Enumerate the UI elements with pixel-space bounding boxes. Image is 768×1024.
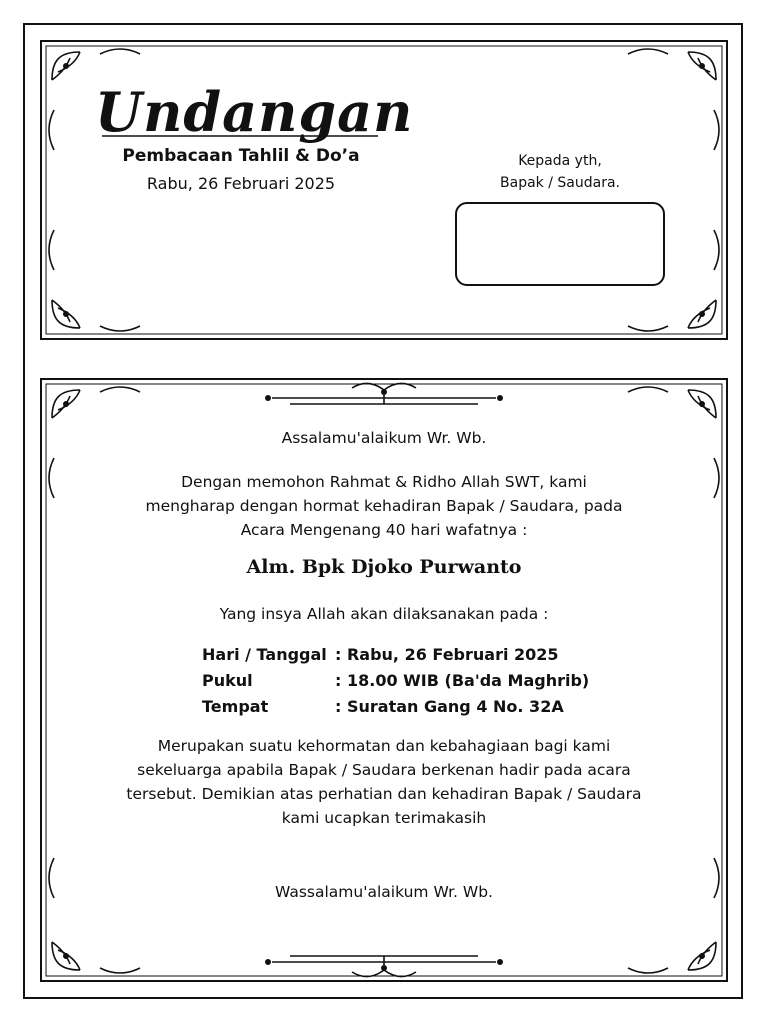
detail-label: Hari / Tanggal — [202, 645, 327, 664]
event-subtitle: Pembacaan Tahlil & Do’a — [122, 146, 360, 166]
intro-line-1: Dengan memohon Rahmat & Ridho Allah SWT, kami — [181, 473, 587, 491]
closing-line-2: sekeluarga apabila Bapak / Saudara berkenan hadir pada acara — [137, 761, 631, 779]
detail-row-time — [202, 668, 589, 694]
detail-row-place — [202, 694, 564, 720]
detail-value: : Suratan Gang 4 No. 32A — [335, 697, 564, 716]
recipient-heading — [470, 150, 650, 194]
recipient-line-2: Bapak / Saudara. — [500, 175, 620, 191]
title-underline — [100, 132, 380, 140]
closing-paragraph — [100, 734, 668, 830]
schedule-intro: Yang insya Allah akan dilaksanakan pada : — [219, 605, 549, 623]
detail-value: : 18.00 WIB (Ba'da Maghrib) — [335, 671, 590, 690]
greeting: Assalamu'alaikum Wr. Wb. — [281, 429, 487, 447]
closing-line-3: tersebut. Demikian atas perhatian dan kehadiran Bapak / Saudara — [126, 785, 642, 803]
detail-label: Pukul — [202, 671, 253, 690]
detail-label: Tempat — [202, 697, 269, 716]
intro-paragraph — [100, 470, 668, 542]
intro-line-3: Acara Mengenang 40 hari wafatnya : — [240, 521, 528, 539]
detail-value: : Rabu, 26 Februari 2025 — [335, 645, 559, 664]
intro-line-2: mengharap dengan hormat kehadiran Bapak / Saudara, pada — [145, 497, 623, 515]
recipient-address-box — [455, 202, 665, 286]
deceased-name: Alm. Bpk Djoko Purwanto — [246, 556, 522, 578]
closing-line-4: kami ucapkan terimakasih — [281, 809, 487, 827]
invitation-title: Undangan — [95, 80, 414, 144]
closing-line-1: Merupakan suatu kehormatan dan kebahagiaan bagi kami — [157, 737, 611, 755]
detail-row-date — [202, 642, 559, 668]
event-date: Rabu, 26 Februari 2025 — [146, 174, 336, 193]
farewell: Wassalamu'alaikum Wr. Wb. — [275, 883, 493, 901]
recipient-line-1: Kepada yth, — [518, 153, 602, 169]
